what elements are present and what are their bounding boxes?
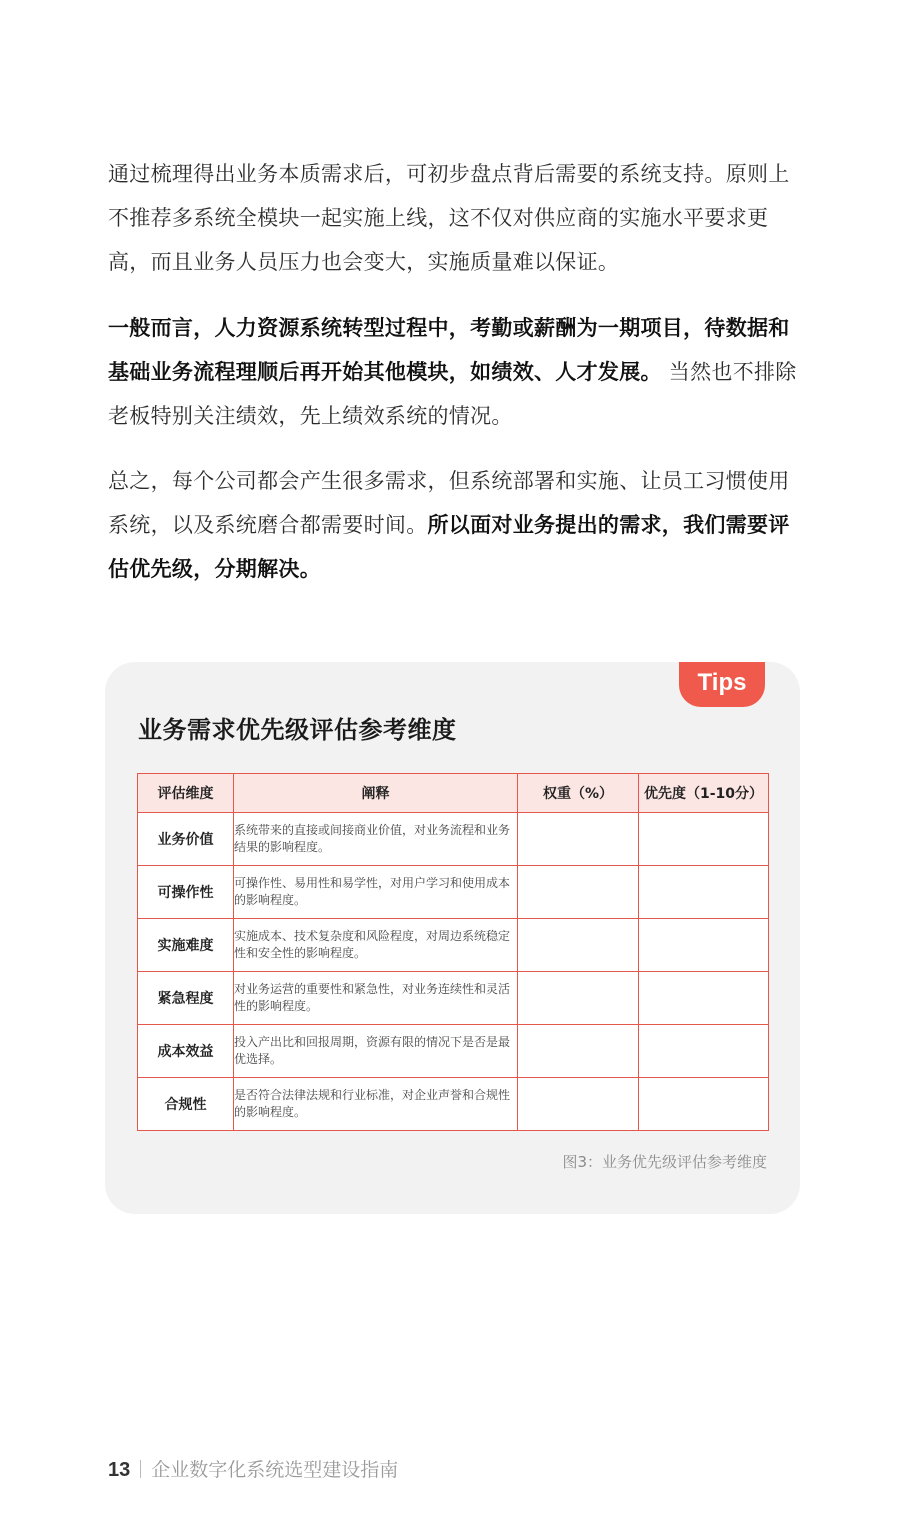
summary-paragraph [108,459,800,591]
row-dimension: 实施难度 [138,919,234,972]
table-header-row [138,774,769,813]
row-dimension: 紧急程度 [138,972,234,1025]
row-description: 对业务运营的重要性和紧急性，对业务连续性和灵活性的影响程度。 [234,972,518,1025]
row-description: 投入产出比和回报周期，资源有限的情况下是否是最优选择。 [234,1025,518,1078]
row-weight-cell [518,813,639,866]
summary-text: 总之，每个公司都会产生很多需求，但系统部署和实施、让员工习惯使用系统，以及系统磨合都需要时间。 [108,469,790,537]
tips-title: 业务需求优先级评估参考维度 [138,716,457,744]
row-description: 实施成本、技术复杂度和风险程度，对周边系统稳定性和安全性的影响程度。 [234,919,518,972]
priority-table [137,773,769,1131]
row-weight-cell [518,866,639,919]
figure-caption: 图3：业务优先级评估参考维度 [562,1153,767,1171]
row-description: 系统带来的直接或间接商业价值，对业务流程和业务结果的影响程度。 [234,813,518,866]
table-row [138,866,769,919]
row-description: 是否符合法律法规和行业标准，对企业声誉和合规性的影响程度。 [234,1078,518,1131]
row-priority-cell [639,1078,769,1131]
phasing-emphasis: 一般而言，人力资源系统转型过程中，考勤或薪酬为一期项目，待数据和基础业务流程理顺后再开始其他模块，如绩效、人才发展。 [108,316,790,384]
row-weight-cell [518,919,639,972]
phasing-note: 当然也不排除老板特别关注绩效，先上绩效系统的情况。 [108,360,797,428]
table-row [138,1025,769,1078]
row-weight-cell [518,972,639,1025]
row-priority-cell [639,919,769,972]
header-description: 阐释 [234,774,518,813]
row-dimension: 合规性 [138,1078,234,1131]
row-priority-cell [639,813,769,866]
page-number: 13 [108,1459,131,1481]
footer-divider [140,1460,141,1478]
row-priority-cell [639,1025,769,1078]
tips-badge: Tips [679,662,765,707]
intro-paragraph: 通过梳理得出业务本质需求后，可初步盘点背后需要的系统支持。原则上不推荐多系统全模块一起实施上线，这不仅对供应商的实施水平要求更高，而且业务人员压力也会变大，实施质量难以保证。 [108,162,790,274]
row-dimension: 成本效益 [138,1025,234,1078]
table-row [138,1078,769,1131]
header-dimension: 评估维度 [138,774,234,813]
phasing-paragraph [108,306,800,438]
row-priority-cell [639,972,769,1025]
row-weight-cell [518,1078,639,1131]
table-row [138,813,769,866]
table-row [138,919,769,972]
row-description: 可操作性、易用性和易学性，对用户学习和使用成本的影响程度。 [234,866,518,919]
row-priority-cell [639,866,769,919]
summary-emphasis: 所以面对业务提出的需求，我们需要评估优先级，分期解决。 [108,513,790,581]
page-footer [108,1455,398,1482]
tips-panel [105,662,800,1214]
header-priority: 优先度（1-10分） [639,774,769,813]
row-weight-cell [518,1025,639,1078]
row-dimension: 业务价值 [138,813,234,866]
header-weight: 权重（%） [518,774,639,813]
book-title: 企业数字化系统选型建设指南 [151,1459,399,1481]
row-dimension: 可操作性 [138,866,234,919]
table-row [138,972,769,1025]
